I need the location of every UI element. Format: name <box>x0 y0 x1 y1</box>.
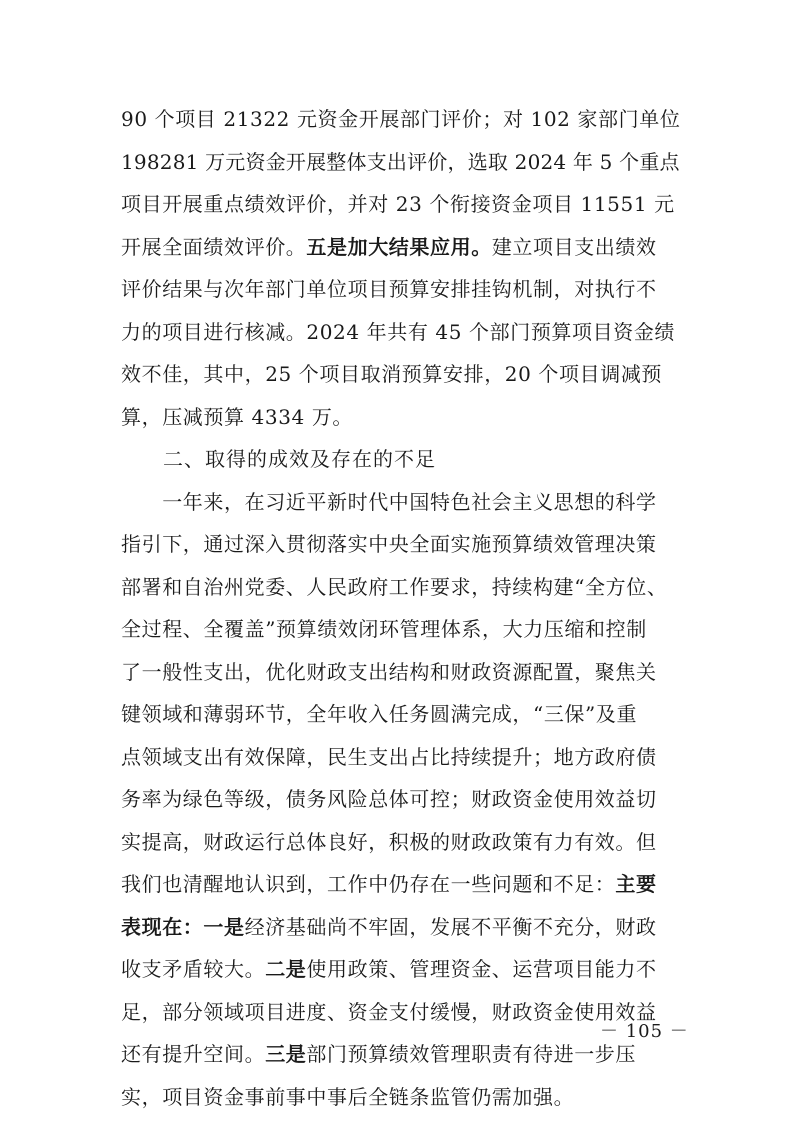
text-line: 全过程、全覆盖”预算绩效闭环管理体系，大力压缩和控制 <box>121 617 647 641</box>
text-run: 还有提升空间。 <box>121 1042 266 1066</box>
text-run: 我们也清醒地认识到，工作中仍存在一些问题和不足： <box>121 872 616 896</box>
body-text <box>121 98 689 1118</box>
text-line: 了一般性支出，优化财政支出结构和财政资源配置，聚焦关 <box>121 659 657 684</box>
text-line <box>121 1033 681 1076</box>
bold-phrase: 主要 <box>615 872 657 896</box>
bold-phrase: 五是加大结果应用。 <box>306 234 492 259</box>
text-line: 实，项目资金事前事中事后全链条监管仍需加强。 <box>121 1084 575 1109</box>
bold-phrase: 三是 <box>265 1042 307 1066</box>
text-line: 项目开展重点绩效评价，并对 23 个衔接资金项目 11551 元 <box>121 192 675 216</box>
bold-phrase: 表现在： <box>121 914 204 939</box>
text-line: 198281 万元资金开展整体支出评价，选取 2024 年 5 个重点 <box>121 149 680 174</box>
text-line: 实提高，财政运行总体良好，积极的财政政策有力有效。但 <box>121 829 657 854</box>
text-line: 算，压减预算 4334 万。 <box>121 404 354 429</box>
bold-phrase: 一是 <box>203 914 245 939</box>
text-line: 评价结果与次年部门单位项目预算安排挂钩机制，对执行不 <box>121 277 657 301</box>
text-line: 足，部分领域项目进度、资金支付缓慢，财政资金使用效益 <box>121 999 657 1024</box>
text-line: 指引下，通过深入贯彻落实中央全面实施预算绩效管理决策 <box>121 532 657 556</box>
text-run: 使用政策、管理资金、运营项目能力不 <box>306 957 657 981</box>
text-line <box>121 906 681 949</box>
text-line: 部署和自治州党委、人民政府工作要求，持续构建“全方位、 <box>121 574 668 599</box>
text-line: 务率为绿色等级，债务风险总体可控；财政资金使用效益切 <box>121 787 657 811</box>
text-run: 开展全面绩效评价。 <box>121 234 307 259</box>
bold-phrase: 二是 <box>265 957 307 981</box>
text-run: 收支矛盾较大。 <box>121 957 266 981</box>
text-line: 键领域和薄弱环节，全年收入任务圆满完成，“三保”及重 <box>121 702 638 726</box>
text-run: 经济基础尚不牢固，发展不平衡不充分，财政 <box>244 914 657 939</box>
text-line: 点领域支出有效保障，民生支出占比持续提升；地方政府债 <box>121 744 657 769</box>
page-number: － 105 － <box>600 1021 689 1042</box>
text-line: 力的项目进行核减。2024 年共有 45 个部门预算项目资金绩 <box>121 319 676 344</box>
text-line <box>121 863 681 906</box>
text-line <box>121 226 681 269</box>
text-run: 部门预算绩效管理职责有待进一步压 <box>306 1042 637 1066</box>
text-line: 90 个项目 21322 元资金开展部门评价；对 102 家部门单位 <box>121 107 681 131</box>
text-line: 效不佳，其中，25 个项目取消预算安排，20 个项目调减预 <box>121 362 663 386</box>
text-run: 建立项目支出绩效 <box>491 234 657 259</box>
text-line <box>121 948 681 991</box>
section-heading: 二、取得的成效及存在的不足 <box>121 447 436 471</box>
text-line: 一年来，在习近平新时代中国特色社会主义思想的科学 <box>121 489 657 514</box>
